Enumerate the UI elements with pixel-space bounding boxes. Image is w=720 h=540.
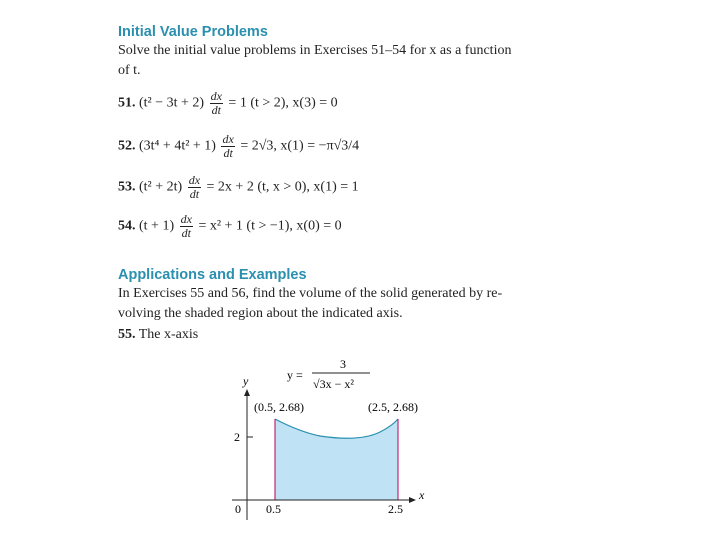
exercise-lhs: (3t⁴ + 4t² + 1) <box>139 138 216 154</box>
exercise-number: 51. <box>118 95 136 111</box>
exercise-rhs: = x² + 1 (t > −1), x(0) = 0 <box>198 218 342 234</box>
exercise-lhs: (t + 1) <box>139 218 175 234</box>
intro-line-2: of t. <box>118 63 141 78</box>
section-heading-initial-value: Initial Value Problems <box>118 24 268 40</box>
intro-line-2: volving the shaded region about the indicated axis. <box>118 306 403 321</box>
section-heading-applications: Applications and Examples <box>118 267 307 283</box>
y-axis-label: y <box>243 374 249 388</box>
intro-line-1: In Exercises 55 and 56, find the volume of the solid generated by re- <box>118 286 503 301</box>
origin-label: 0 <box>235 502 241 516</box>
y-axis-arrow <box>244 389 250 396</box>
x-tick-label-0-5: 0.5 <box>266 502 281 516</box>
exercise-number: 52. <box>118 138 136 154</box>
derivative-fraction: $\frac{dx}{dt}$ <box>188 173 201 201</box>
exercise-lhs: (t² + 2t) <box>139 179 183 195</box>
exercise-rhs: = 1 (t > 2), x(3) = 0 <box>228 95 338 111</box>
derivative-fraction: $\frac{dx}{dt}$ <box>180 212 192 240</box>
equation-lhs: y = <box>287 368 303 382</box>
x-axis-label: x <box>419 488 425 502</box>
derivative-fraction: $\frac{dx}{dt}$ <box>222 132 234 160</box>
equation-denominator: √3x − x² <box>313 377 354 391</box>
point-label-left: (0.5, 2.68) <box>254 400 304 414</box>
x-tick-label-2-5: 2.5 <box>388 502 403 516</box>
derivative-fraction: $\frac{dx}{dt}$ <box>210 89 222 117</box>
exercise-rhs: = 2x + 2 (t, x > 0), x(1) = 1 <box>206 179 359 195</box>
exercise-number: 54. <box>118 218 136 234</box>
shaded-region <box>275 419 398 500</box>
exercise-text: The x-axis <box>138 327 199 342</box>
exercise-lhs: (t² − 3t + 2) <box>139 95 205 111</box>
exercise-number: 55. <box>118 327 136 342</box>
point-label-right: (2.5, 2.68) <box>368 400 418 414</box>
x-axis-arrow <box>409 497 416 503</box>
exercise-number: 53. <box>118 179 136 195</box>
intro-line-1: Solve the initial value problems in Exercises 51–54 for x as a function <box>118 43 512 58</box>
equation-numerator: 3 <box>340 357 346 371</box>
y-tick-label: 2 <box>234 430 240 444</box>
exercise-rhs: = 2√3, x(1) = −π√3/4 <box>240 138 360 154</box>
